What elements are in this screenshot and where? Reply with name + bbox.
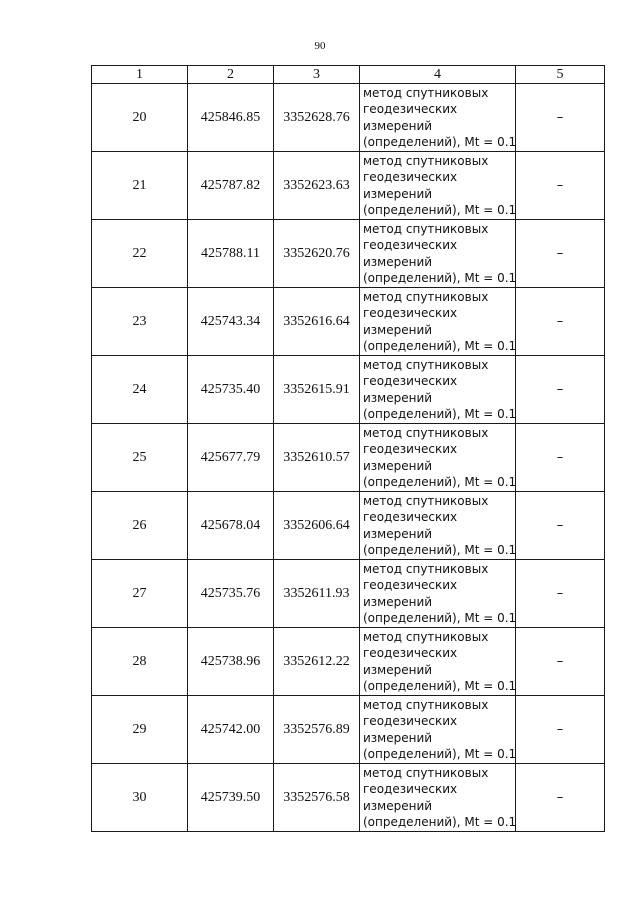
point-number-cell: 22 bbox=[92, 220, 188, 288]
method-line: (определений), Mt = 0.1 bbox=[363, 543, 517, 557]
method-line: измерений bbox=[363, 322, 433, 337]
method-cell bbox=[360, 356, 516, 424]
point-number-cell: 21 bbox=[92, 152, 188, 220]
table-row bbox=[92, 84, 605, 152]
method-line: (определений), Mt = 0.1 bbox=[363, 203, 517, 217]
column-header-1: 1 bbox=[92, 66, 188, 84]
page-number: 90 bbox=[314, 40, 326, 52]
method-line: метод спутниковых bbox=[363, 289, 489, 304]
y-coordinate-cell: 3352620.76 bbox=[274, 220, 360, 288]
method-cell bbox=[360, 764, 516, 832]
column-header-2: 2 bbox=[188, 66, 274, 84]
note-cell: – bbox=[516, 696, 605, 764]
table-row bbox=[92, 628, 605, 696]
column-header-3: 3 bbox=[274, 66, 360, 84]
method-line: (определений), Mt = 0.1 bbox=[363, 407, 517, 421]
point-number-cell: 30 bbox=[92, 764, 188, 832]
x-coordinate-cell: 425788.11 bbox=[188, 220, 274, 288]
method-cell bbox=[360, 220, 516, 288]
method-line: метод спутниковых bbox=[363, 561, 489, 576]
y-coordinate-cell: 3352628.76 bbox=[274, 84, 360, 152]
method-line: (определений), Mt = 0.1 bbox=[363, 815, 517, 829]
method-cell bbox=[360, 152, 516, 220]
y-coordinate-cell: 3352615.91 bbox=[274, 356, 360, 424]
note-cell: – bbox=[516, 764, 605, 832]
table-row bbox=[92, 560, 605, 628]
x-coordinate-cell: 425677.79 bbox=[188, 424, 274, 492]
method-line: метод спутниковых bbox=[363, 493, 489, 508]
method-line: измерений bbox=[363, 118, 433, 133]
note-cell: – bbox=[516, 356, 605, 424]
method-line: (определений), Mt = 0.1 bbox=[363, 339, 517, 353]
note-cell: – bbox=[516, 152, 605, 220]
x-coordinate-cell: 425735.76 bbox=[188, 560, 274, 628]
y-coordinate-cell: 3352606.64 bbox=[274, 492, 360, 560]
method-cell bbox=[360, 696, 516, 764]
y-coordinate-cell: 3352623.63 bbox=[274, 152, 360, 220]
method-line: (определений), Mt = 0.1 bbox=[363, 475, 517, 489]
table-row bbox=[92, 152, 605, 220]
method-line: метод спутниковых bbox=[363, 357, 489, 372]
point-number-cell: 29 bbox=[92, 696, 188, 764]
method-line: геодезических bbox=[363, 170, 458, 184]
method-cell bbox=[360, 424, 516, 492]
coordinates-table bbox=[91, 65, 605, 832]
note-cell: – bbox=[516, 220, 605, 288]
method-line: измерений bbox=[363, 254, 433, 269]
y-coordinate-cell: 3352576.89 bbox=[274, 696, 360, 764]
method-line: метод спутниковых bbox=[363, 629, 489, 644]
method-line: (определений), Mt = 0.1 bbox=[363, 611, 517, 625]
method-line: измерений bbox=[363, 186, 433, 201]
x-coordinate-cell: 425846.85 bbox=[188, 84, 274, 152]
note-cell: – bbox=[516, 288, 605, 356]
point-number-cell: 24 bbox=[92, 356, 188, 424]
method-line: геодезических bbox=[363, 782, 458, 796]
method-cell bbox=[360, 288, 516, 356]
note-cell: – bbox=[516, 424, 605, 492]
point-number-cell: 26 bbox=[92, 492, 188, 560]
point-number-cell: 23 bbox=[92, 288, 188, 356]
x-coordinate-cell: 425735.40 bbox=[188, 356, 274, 424]
note-cell: – bbox=[516, 628, 605, 696]
point-number-cell: 20 bbox=[92, 84, 188, 152]
method-line: геодезических bbox=[363, 510, 458, 524]
point-number-cell: 28 bbox=[92, 628, 188, 696]
table-body bbox=[92, 84, 605, 832]
method-line: метод спутниковых bbox=[363, 153, 489, 168]
note-cell: – bbox=[516, 492, 605, 560]
table-row bbox=[92, 424, 605, 492]
table-row bbox=[92, 288, 605, 356]
column-header-4: 4 bbox=[360, 66, 516, 84]
method-line: геодезических bbox=[363, 578, 458, 592]
x-coordinate-cell: 425739.50 bbox=[188, 764, 274, 832]
table-header-row bbox=[92, 66, 605, 84]
column-header-5: 5 bbox=[516, 66, 605, 84]
method-line: геодезических bbox=[363, 306, 458, 320]
method-line: метод спутниковых bbox=[363, 85, 489, 100]
method-line: геодезических bbox=[363, 646, 458, 660]
table-row bbox=[92, 696, 605, 764]
y-coordinate-cell: 3352610.57 bbox=[274, 424, 360, 492]
method-line: измерений bbox=[363, 390, 433, 405]
y-coordinate-cell: 3352616.64 bbox=[274, 288, 360, 356]
method-line: измерений bbox=[363, 798, 433, 813]
method-cell bbox=[360, 628, 516, 696]
method-line: геодезических bbox=[363, 238, 458, 252]
method-line: метод спутниковых bbox=[363, 221, 489, 236]
table-row bbox=[92, 492, 605, 560]
y-coordinate-cell: 3352611.93 bbox=[274, 560, 360, 628]
point-number-cell: 27 bbox=[92, 560, 188, 628]
method-line: геодезических bbox=[363, 102, 458, 116]
method-line: геодезических bbox=[363, 714, 458, 728]
x-coordinate-cell: 425742.00 bbox=[188, 696, 274, 764]
note-cell: – bbox=[516, 560, 605, 628]
method-cell bbox=[360, 560, 516, 628]
method-cell bbox=[360, 84, 516, 152]
x-coordinate-cell: 425738.96 bbox=[188, 628, 274, 696]
method-line: измерений bbox=[363, 594, 433, 609]
method-line: (определений), Mt = 0.1 bbox=[363, 747, 517, 761]
method-line: метод спутниковых bbox=[363, 425, 489, 440]
method-line: измерений bbox=[363, 662, 433, 677]
table-row bbox=[92, 764, 605, 832]
x-coordinate-cell: 425678.04 bbox=[188, 492, 274, 560]
method-line: измерений bbox=[363, 458, 433, 473]
method-line: (определений), Mt = 0.1 bbox=[363, 271, 517, 285]
y-coordinate-cell: 3352576.58 bbox=[274, 764, 360, 832]
method-line: геодезических bbox=[363, 374, 458, 388]
table-row bbox=[92, 220, 605, 288]
x-coordinate-cell: 425743.34 bbox=[188, 288, 274, 356]
method-line: метод спутниковых bbox=[363, 765, 489, 780]
y-coordinate-cell: 3352612.22 bbox=[274, 628, 360, 696]
method-line: метод спутниковых bbox=[363, 697, 489, 712]
method-line: (определений), Mt = 0.1 bbox=[363, 135, 517, 149]
method-line: измерений bbox=[363, 730, 433, 745]
x-coordinate-cell: 425787.82 bbox=[188, 152, 274, 220]
method-line: измерений bbox=[363, 526, 433, 541]
method-line: геодезических bbox=[363, 442, 458, 456]
point-number-cell: 25 bbox=[92, 424, 188, 492]
note-cell: – bbox=[516, 84, 605, 152]
method-cell bbox=[360, 492, 516, 560]
method-line: (определений), Mt = 0.1 bbox=[363, 679, 517, 693]
table-row bbox=[92, 356, 605, 424]
